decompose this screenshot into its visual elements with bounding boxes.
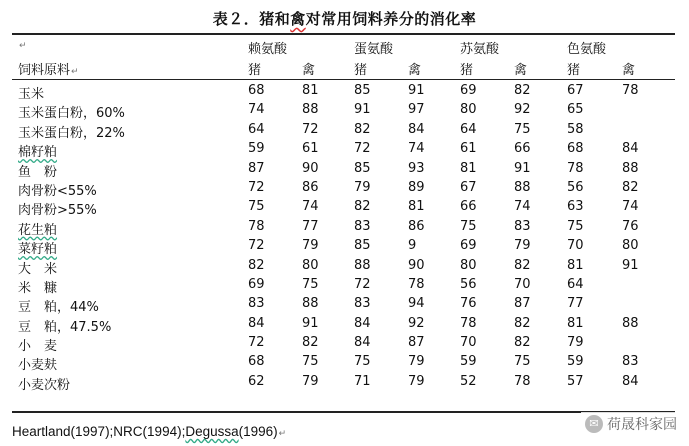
table-cell: 75 bbox=[354, 354, 371, 370]
table-row bbox=[12, 197, 675, 219]
table-row bbox=[12, 100, 675, 122]
table-row bbox=[12, 256, 675, 275]
table-cell: 88 bbox=[354, 257, 371, 273]
table-cell: 88 bbox=[514, 179, 531, 195]
table-cell: 59 bbox=[248, 141, 265, 157]
table-cell: 87 bbox=[408, 335, 425, 351]
row-name: 小麦麸 bbox=[18, 358, 58, 374]
sub-poultry-4: 禽 bbox=[622, 63, 636, 78]
row-name: 米 糠 bbox=[18, 280, 58, 296]
table-cell: 68 bbox=[567, 141, 584, 157]
table-cell: 82 bbox=[514, 83, 531, 98]
table-row bbox=[12, 159, 675, 178]
sub-pig-2: 猪 bbox=[354, 63, 368, 78]
table-cell: 67 bbox=[460, 179, 477, 195]
table-cell: 52 bbox=[460, 373, 477, 389]
table-cell: 87 bbox=[514, 296, 531, 312]
table-cell: 91 bbox=[514, 160, 531, 176]
table-cell: 65 bbox=[567, 102, 584, 118]
table-cell: 58 bbox=[567, 121, 584, 137]
table-row bbox=[12, 275, 675, 294]
table-row bbox=[12, 120, 675, 139]
table-cell: 76 bbox=[622, 218, 639, 234]
table-cell: 64 bbox=[460, 121, 477, 137]
group-tryptophan: 色氨酸 bbox=[567, 42, 607, 57]
table-cell: 75 bbox=[460, 218, 477, 234]
table-row bbox=[12, 352, 675, 374]
wechat-logo-icon: ✉ bbox=[585, 415, 603, 433]
group-threonine: 苏氨酸 bbox=[460, 42, 500, 57]
table-cell: 77 bbox=[567, 296, 584, 312]
table-cell: 83 bbox=[354, 296, 371, 312]
table-cell: 94 bbox=[408, 296, 425, 312]
table-cell: 79 bbox=[408, 373, 425, 389]
table-cell: 74 bbox=[622, 199, 639, 215]
table-row bbox=[12, 372, 675, 391]
return-mark-icon: ↵ bbox=[19, 41, 27, 51]
table-cell: 70 bbox=[460, 335, 477, 351]
table-cell: 86 bbox=[302, 179, 319, 195]
table-cell: 68 bbox=[248, 354, 265, 370]
table-cell: 67 bbox=[567, 83, 584, 98]
table-cell: 83 bbox=[354, 218, 371, 234]
table-cell: 97 bbox=[408, 102, 425, 118]
table-cell: 82 bbox=[622, 179, 639, 195]
row-name: 玉米蛋白粉，60% bbox=[18, 106, 125, 122]
source-citation: Heartland(1997);NRC(1994);Degussa(1996)↵ bbox=[12, 424, 287, 439]
digestibility-table bbox=[12, 33, 675, 413]
table-cell: 72 bbox=[354, 276, 371, 292]
row-name: 花生粕 bbox=[18, 222, 58, 238]
table-cell: 83 bbox=[622, 354, 639, 370]
table-cell: 81 bbox=[567, 315, 584, 331]
table-cell: 81 bbox=[567, 257, 584, 273]
table-cell: 91 bbox=[302, 315, 319, 331]
table-cell: 92 bbox=[514, 102, 531, 118]
table-cell: 79 bbox=[567, 335, 584, 351]
sub-poultry-2: 禽 bbox=[408, 63, 422, 78]
table-cell: 80 bbox=[622, 238, 639, 254]
table-cell: 85 bbox=[354, 160, 371, 176]
watermark-text: 荷晟科家园 bbox=[607, 417, 677, 433]
table-cell: 84 bbox=[354, 315, 371, 331]
table-row bbox=[12, 294, 675, 316]
table-cell: 88 bbox=[302, 296, 319, 312]
sub-poultry-1: 禽 bbox=[302, 63, 316, 78]
table-cell: 78 bbox=[460, 315, 477, 331]
table-cell: 85 bbox=[354, 83, 371, 98]
table-cell: 82 bbox=[354, 121, 371, 137]
table-cell: 64 bbox=[567, 276, 584, 292]
row-name: 豆 粕，47.5% bbox=[18, 319, 112, 335]
sub-pig-1: 猪 bbox=[248, 63, 262, 78]
table-cell: 66 bbox=[460, 199, 477, 215]
table-cell: 78 bbox=[248, 218, 265, 234]
table-cell: 90 bbox=[302, 160, 319, 176]
table-cell: 82 bbox=[248, 257, 265, 273]
table-cell: 76 bbox=[460, 296, 477, 312]
table-cell: 90 bbox=[408, 257, 425, 273]
row-name: 大 米 bbox=[18, 261, 58, 277]
source-prefix: Heartland(1997);NRC(1994); bbox=[12, 424, 186, 439]
group-methionine: 蛋氨酸 bbox=[354, 42, 394, 57]
row-name: 肉骨粉<55% bbox=[18, 183, 97, 199]
table-cell: 79 bbox=[514, 238, 531, 254]
table-cell: 75 bbox=[514, 354, 531, 370]
table-body bbox=[12, 81, 675, 391]
table-cell: 89 bbox=[408, 179, 425, 195]
table-cell: 9 bbox=[408, 238, 417, 254]
row-name: 鱼 粉 bbox=[18, 164, 58, 180]
table-cell: 88 bbox=[622, 315, 639, 331]
source-underlined: Degussa bbox=[185, 424, 239, 439]
table-cell: 56 bbox=[567, 179, 584, 195]
table-cell: 79 bbox=[302, 373, 319, 389]
table-cell: 74 bbox=[514, 199, 531, 215]
table-cell: 93 bbox=[408, 160, 425, 176]
table-cell: 74 bbox=[408, 141, 425, 157]
watermark bbox=[581, 412, 681, 436]
table-cell: 70 bbox=[567, 238, 584, 254]
row-name: 肉骨粉>55% bbox=[18, 203, 97, 219]
table-title bbox=[0, 8, 689, 29]
sub-pig-3: 猪 bbox=[460, 63, 474, 78]
table-cell: 61 bbox=[302, 141, 319, 157]
row-name: 玉米蛋白粉，22% bbox=[18, 125, 125, 141]
table-cell: 80 bbox=[460, 102, 477, 118]
table-header bbox=[12, 35, 675, 80]
sub-poultry-3: 禽 bbox=[514, 63, 528, 78]
table-cell: 82 bbox=[354, 199, 371, 215]
table-cell: 82 bbox=[514, 335, 531, 351]
table-cell: 78 bbox=[514, 373, 531, 389]
table-cell: 72 bbox=[302, 121, 319, 137]
table-cell: 82 bbox=[514, 257, 531, 273]
table-cell: 88 bbox=[622, 160, 639, 176]
table-cell: 80 bbox=[460, 257, 477, 273]
row-label-header: 饲料原料↵ bbox=[18, 63, 79, 78]
sub-pig-4: 猪 bbox=[567, 63, 581, 78]
table-cell: 84 bbox=[622, 373, 639, 389]
table-cell: 63 bbox=[567, 199, 584, 215]
table-cell: 75 bbox=[248, 199, 265, 215]
title-suffix: 对常用饲料养分的消化率 bbox=[305, 10, 477, 28]
table-cell: 84 bbox=[622, 141, 639, 157]
table-cell: 57 bbox=[567, 373, 584, 389]
table-cell: 66 bbox=[514, 141, 531, 157]
row-name: 小麦次粉 bbox=[18, 377, 71, 393]
row-name: 小 麦 bbox=[18, 339, 58, 355]
table-cell: 62 bbox=[248, 373, 265, 389]
table-cell: 56 bbox=[460, 276, 477, 292]
table-cell: 72 bbox=[248, 238, 265, 254]
table-cell: 72 bbox=[248, 335, 265, 351]
table-cell: 78 bbox=[567, 160, 584, 176]
table-cell: 84 bbox=[408, 121, 425, 137]
table-cell: 59 bbox=[567, 354, 584, 370]
table-row bbox=[12, 236, 675, 258]
table-cell: 71 bbox=[354, 373, 371, 389]
table-row bbox=[12, 81, 675, 100]
table-cell: 69 bbox=[248, 276, 265, 292]
table-cell: 86 bbox=[408, 218, 425, 234]
table-cell: 74 bbox=[248, 102, 265, 118]
title-prefix: 表２．猪和 bbox=[212, 10, 291, 28]
table-cell: 69 bbox=[460, 238, 477, 254]
row-name: 棉籽粕 bbox=[18, 145, 58, 161]
table-cell: 82 bbox=[514, 315, 531, 331]
table-cell: 81 bbox=[460, 160, 477, 176]
table-cell: 77 bbox=[302, 218, 319, 234]
table-cell: 83 bbox=[248, 296, 265, 312]
table-cell: 81 bbox=[302, 83, 319, 98]
table-cell: 72 bbox=[248, 179, 265, 195]
table-cell: 59 bbox=[460, 354, 477, 370]
table-cell: 61 bbox=[460, 141, 477, 157]
table-cell: 74 bbox=[302, 199, 319, 215]
table-cell: 72 bbox=[354, 141, 371, 157]
title-highlight: 禽 bbox=[290, 10, 306, 28]
table-cell: 75 bbox=[514, 121, 531, 137]
row-name: 豆 粕，44% bbox=[18, 300, 99, 316]
table-cell: 75 bbox=[302, 276, 319, 292]
table-cell: 87 bbox=[248, 160, 265, 176]
table-cell: 88 bbox=[302, 102, 319, 118]
table-cell: 68 bbox=[248, 83, 265, 98]
table-cell: 84 bbox=[248, 315, 265, 331]
table-row bbox=[12, 217, 675, 236]
table-row bbox=[12, 178, 675, 197]
table-cell: 84 bbox=[354, 335, 371, 351]
table-cell: 91 bbox=[408, 83, 425, 98]
table-row bbox=[12, 139, 675, 161]
table-cell: 79 bbox=[408, 354, 425, 370]
table-cell: 75 bbox=[567, 218, 584, 234]
table-cell: 82 bbox=[302, 335, 319, 351]
table-cell: 92 bbox=[408, 315, 425, 331]
group-lysine: 赖氨酸 bbox=[248, 42, 288, 57]
table-cell: 85 bbox=[354, 238, 371, 254]
table-cell: 80 bbox=[302, 257, 319, 273]
table-cell: 69 bbox=[460, 83, 477, 98]
table-cell: 75 bbox=[302, 354, 319, 370]
table-cell: 79 bbox=[302, 238, 319, 254]
table-cell: 91 bbox=[354, 102, 371, 118]
table-cell: 78 bbox=[408, 276, 425, 292]
row-name: 玉米 bbox=[18, 87, 45, 102]
source-suffix: (1996) bbox=[238, 424, 278, 439]
table-cell: 81 bbox=[408, 199, 425, 215]
table-cell: 64 bbox=[248, 121, 265, 137]
table-row bbox=[12, 314, 675, 333]
table-cell: 91 bbox=[622, 257, 639, 273]
table-cell: 79 bbox=[354, 179, 371, 195]
table-cell: 70 bbox=[514, 276, 531, 292]
row-name: 菜籽粕 bbox=[18, 242, 58, 258]
table-cell: 83 bbox=[514, 218, 531, 234]
table-row bbox=[12, 333, 675, 355]
table-cell: 78 bbox=[622, 83, 639, 98]
